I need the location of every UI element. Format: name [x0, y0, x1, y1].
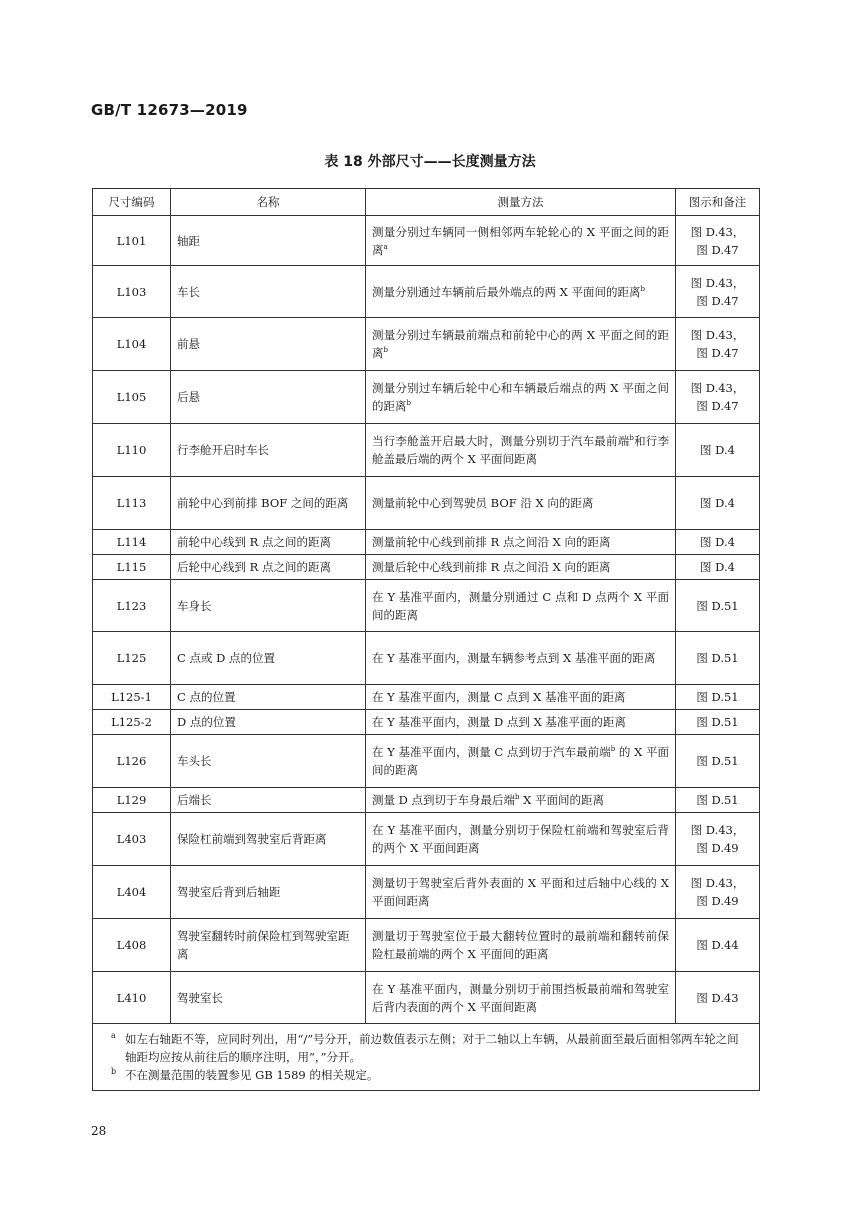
figure-ref: 图 D.4 [700, 443, 735, 457]
code-cell [93, 813, 171, 866]
code-text: L115 [116, 560, 147, 574]
name-text: C 点的位置 [177, 690, 236, 704]
footnote-a [111, 1030, 749, 1066]
figure-ref: 图 D.51 [696, 690, 739, 704]
name-text: D 点的位置 [177, 715, 236, 729]
method-cell [366, 972, 676, 1024]
figure-ref: 图 D.43， [690, 823, 745, 837]
code-text: L103 [116, 284, 147, 299]
figure-ref: 图 D.51 [696, 651, 739, 665]
code-cell [93, 266, 171, 318]
name-text: C 点或 D 点的位置 [177, 651, 275, 665]
figure-cell [676, 735, 760, 788]
name-text: 车长 [177, 284, 200, 299]
method-cell [366, 266, 676, 318]
name-text: 驾驶室后背到后轴距 [177, 885, 281, 899]
method-cell [366, 424, 676, 477]
figure-ref: 图 D.49 [696, 841, 739, 855]
code-text: L410 [116, 990, 147, 1005]
code-text: L113 [116, 496, 147, 510]
method-text: 在 Y 基准平面内，测量车辆参考点到 X 基准平面的距离 [372, 651, 656, 665]
figure-cell [676, 477, 760, 530]
method-text: 在 Y 基准平面内，测量 C 点到切于汽车最前端 [372, 745, 611, 759]
table-row [93, 919, 760, 972]
method-cell [366, 710, 676, 735]
name-text: 后端长 [177, 793, 212, 807]
name-text: 前轮中心到前排 BOF 之间的距离 [177, 496, 349, 510]
footnote-mark: a [111, 1031, 116, 1040]
method-text: 测量分别过车辆同一侧相邻两车轮轮心的 X 平面之间的距离 [372, 224, 669, 257]
code-cell [93, 318, 171, 371]
table-row [93, 735, 760, 788]
footnote-text: 不在测量范围的装置参见 GB 1589 的相关规定。 [125, 1068, 379, 1082]
name-text: 前悬 [177, 337, 200, 351]
method-text: 测量 D 点到切于车身最后端 [372, 793, 516, 807]
figure-ref: 图 D.43， [690, 275, 745, 290]
method-text: 测量分别过车辆后轮中心和车辆最后端点的两 X 平面之间的距离 [372, 381, 669, 413]
table-row [93, 710, 760, 735]
table-header-row [93, 189, 760, 216]
footnote-ref: b [406, 399, 411, 408]
page-number: 28 [91, 1124, 107, 1138]
method-text: 测量分别通过车辆前后最外端点的两 X 平面间的距离 [372, 284, 641, 299]
figure-ref: 图 D.4 [700, 535, 735, 549]
method-text: 测量切于驾驶室位于最大翻转位置时的最前端和翻转前保险杠最前端的两个 X 平面间的距离 [372, 929, 669, 961]
table-row [93, 813, 760, 866]
table-row [93, 371, 760, 424]
code-text: L125-1 [111, 690, 152, 704]
method-text: 测量切于驾驶室后背外表面的 X 平面和过后轴中心线的 X 平面间距离 [372, 876, 669, 908]
code-text: L125-2 [111, 715, 152, 729]
figure-cell [676, 972, 760, 1024]
figure-cell [676, 632, 760, 685]
code-text: L125 [116, 651, 147, 665]
name-cell [171, 685, 366, 710]
method-cell [366, 580, 676, 632]
code-cell [93, 477, 171, 530]
name-text: 保险杠前端到驾驶室后背距离 [177, 832, 327, 846]
figure-cell [676, 866, 760, 919]
figure-cell [676, 371, 760, 424]
table-row [93, 266, 760, 318]
code-cell [93, 866, 171, 919]
figure-ref: 图 D.4 [700, 560, 735, 574]
footnote-text: 如左右轴距不等，应同时列出，用“/”号分开，前边数值表示左侧；对于二轴以上车辆，从最前面至最后面相邻两车轮之间轴距均应按从前往后的顺序注明，用“，”分开。 [125, 1032, 739, 1064]
code-cell [93, 919, 171, 972]
code-text: L408 [116, 938, 147, 952]
name-text: 前轮中心线到 R 点之间的距离 [177, 535, 331, 549]
notes-cell [93, 1024, 760, 1091]
method-text: 在 Y 基准平面内，测量 D 点到 X 基准平面的距离 [372, 715, 626, 729]
figure-ref: 图 D.43 [696, 990, 739, 1005]
table-row [93, 685, 760, 710]
figure-cell [676, 530, 760, 555]
method-cell [366, 735, 676, 788]
figure-ref: 图 D.51 [696, 598, 739, 613]
code-cell [93, 580, 171, 632]
footnote-b [111, 1066, 749, 1084]
figure-cell [676, 318, 760, 371]
name-text: 后轮中心线到 R 点之间的距离 [177, 560, 331, 574]
name-cell [171, 919, 366, 972]
column-header: 测量方法 [366, 189, 676, 216]
table-title: 表 18 外部尺寸——长度测量方法 [324, 154, 536, 170]
code-text: L105 [116, 390, 147, 404]
footnote-ref: b [610, 745, 616, 754]
figure-cell [676, 919, 760, 972]
table-body [93, 216, 760, 1024]
code-text: L114 [116, 535, 147, 549]
code-cell [93, 710, 171, 735]
table-row [93, 424, 760, 477]
code-text: L404 [116, 885, 147, 899]
name-cell [171, 788, 366, 813]
code-cell [93, 371, 171, 424]
column-header: 尺寸编码 [93, 189, 171, 216]
figure-ref: 图 D.43， [690, 876, 745, 890]
code-cell [93, 632, 171, 685]
method-text: 测量分别过车辆最前端点和前轮中心的两 X 平面之间的距离 [372, 328, 669, 360]
name-cell [171, 710, 366, 735]
name-text: 车身长 [177, 598, 212, 613]
method-text: 当行李舱盖开启最大时，测量分别切于汽车最前端 [372, 434, 630, 448]
name-cell [171, 813, 366, 866]
footnote-ref: b [640, 284, 645, 293]
figure-cell [676, 424, 760, 477]
table-row [93, 555, 760, 580]
method-text: 在 Y 基准平面内，测量分别切于前围挡板最前端和驾驶室后背内表面的两个 X 平面间距离 [372, 981, 669, 1014]
figure-ref: 图 D.51 [696, 754, 739, 768]
code-cell [93, 216, 171, 266]
figure-cell [676, 216, 760, 266]
code-cell [93, 530, 171, 555]
code-text: L123 [116, 598, 147, 613]
column-header: 名称 [171, 189, 366, 216]
figure-cell [676, 788, 760, 813]
method-cell [366, 788, 676, 813]
standard-code: GB/T 12673—2019 [91, 101, 248, 119]
method-text: 在 Y 基准平面内，测量 C 点到 X 基准平面的距离 [372, 690, 626, 704]
method-text: 测量前轮中心到驾驶员 BOF 沿 X 向的距离 [372, 496, 594, 510]
name-text: 轴距 [177, 233, 200, 248]
figure-ref: 图 D.51 [696, 793, 739, 807]
name-cell [171, 424, 366, 477]
figure-ref: 图 D.43， [690, 328, 745, 342]
table-container [92, 188, 759, 1091]
code-text: L403 [116, 832, 147, 846]
figure-ref: 图 D.4 [700, 496, 735, 510]
code-text: L129 [116, 793, 147, 807]
name-cell [171, 477, 366, 530]
name-cell [171, 216, 366, 266]
name-cell [171, 555, 366, 580]
figure-ref: 图 D.43， [690, 224, 745, 239]
name-cell [171, 866, 366, 919]
figure-ref: 图 D.47 [696, 399, 739, 413]
figure-ref: 图 D.44 [696, 938, 739, 952]
footnote-ref: b [629, 434, 634, 443]
method-cell [366, 555, 676, 580]
method-cell [366, 371, 676, 424]
figure-cell [676, 710, 760, 735]
code-cell [93, 555, 171, 580]
footnote-ref: b [383, 346, 388, 355]
method-cell [366, 477, 676, 530]
figure-cell [676, 555, 760, 580]
figure-ref: 图 D.51 [696, 715, 739, 729]
footnote-ref: a [383, 242, 388, 251]
figure-ref: 图 D.49 [696, 894, 739, 908]
code-cell [93, 685, 171, 710]
column-header: 图示和备注 [676, 189, 760, 216]
table-row [93, 477, 760, 530]
code-text: L126 [116, 754, 147, 768]
figure-cell [676, 685, 760, 710]
name-cell [171, 580, 366, 632]
name-cell [171, 530, 366, 555]
figure-cell [676, 580, 760, 632]
name-text: 驾驶室翻转时前保险杠到驾驶室距离 [177, 929, 350, 961]
footnote-ref: b [515, 793, 520, 802]
code-cell [93, 788, 171, 813]
code-text: L101 [116, 233, 147, 248]
footnote-mark: b [111, 1067, 117, 1076]
method-text: 在 Y 基准平面内，测量分别通过 C 点和 D 点两个 X 平面间的距离 [372, 589, 669, 622]
table-row [93, 866, 760, 919]
code-cell [93, 424, 171, 477]
code-cell [93, 972, 171, 1024]
name-text: 车头长 [177, 754, 212, 768]
figure-ref: 图 D.47 [696, 293, 739, 308]
table-row [93, 216, 760, 266]
method-cell [366, 685, 676, 710]
name-text: 驾驶室长 [177, 990, 223, 1005]
notes-row [93, 1024, 760, 1091]
name-cell [171, 735, 366, 788]
table-row [93, 788, 760, 813]
method-cell [366, 919, 676, 972]
table-row [93, 972, 760, 1024]
name-cell [171, 972, 366, 1024]
figure-ref: 图 D.47 [696, 242, 739, 257]
method-cell [366, 632, 676, 685]
code-cell [93, 735, 171, 788]
method-cell [366, 530, 676, 555]
name-cell [171, 632, 366, 685]
name-cell [171, 371, 366, 424]
measurement-table [92, 188, 760, 1091]
name-text: 行李舱开启时车长 [177, 443, 269, 457]
table-row [93, 530, 760, 555]
figure-ref: 图 D.43， [690, 381, 745, 395]
figure-cell [676, 266, 760, 318]
code-text: L104 [116, 337, 147, 351]
figure-ref: 图 D.47 [696, 346, 739, 360]
method-text-tail: X 平面间的距离 [519, 793, 605, 807]
method-text: 测量后轮中心线到前排 R 点之间沿 X 向的距离 [372, 560, 611, 574]
method-text: 测量前轮中心线到前排 R 点之间沿 X 向的距离 [372, 535, 611, 549]
method-cell [366, 813, 676, 866]
code-text: L110 [116, 443, 147, 457]
table-row [93, 580, 760, 632]
method-text-tail: 的 X 平面间的距离 [372, 745, 669, 777]
method-cell [366, 216, 676, 266]
name-cell [171, 318, 366, 371]
name-cell [171, 266, 366, 318]
method-cell [366, 866, 676, 919]
table-row [93, 318, 760, 371]
method-text: 在 Y 基准平面内，测量分别切于保险杠前端和驾驶室后背的两个 X 平面间距离 [372, 823, 669, 855]
method-text-tail: 和行李舱盖最后端的两个 X 平面间距离 [372, 434, 670, 466]
name-text: 后悬 [177, 390, 200, 404]
table-row [93, 632, 760, 685]
method-cell [366, 318, 676, 371]
figure-cell [676, 813, 760, 866]
